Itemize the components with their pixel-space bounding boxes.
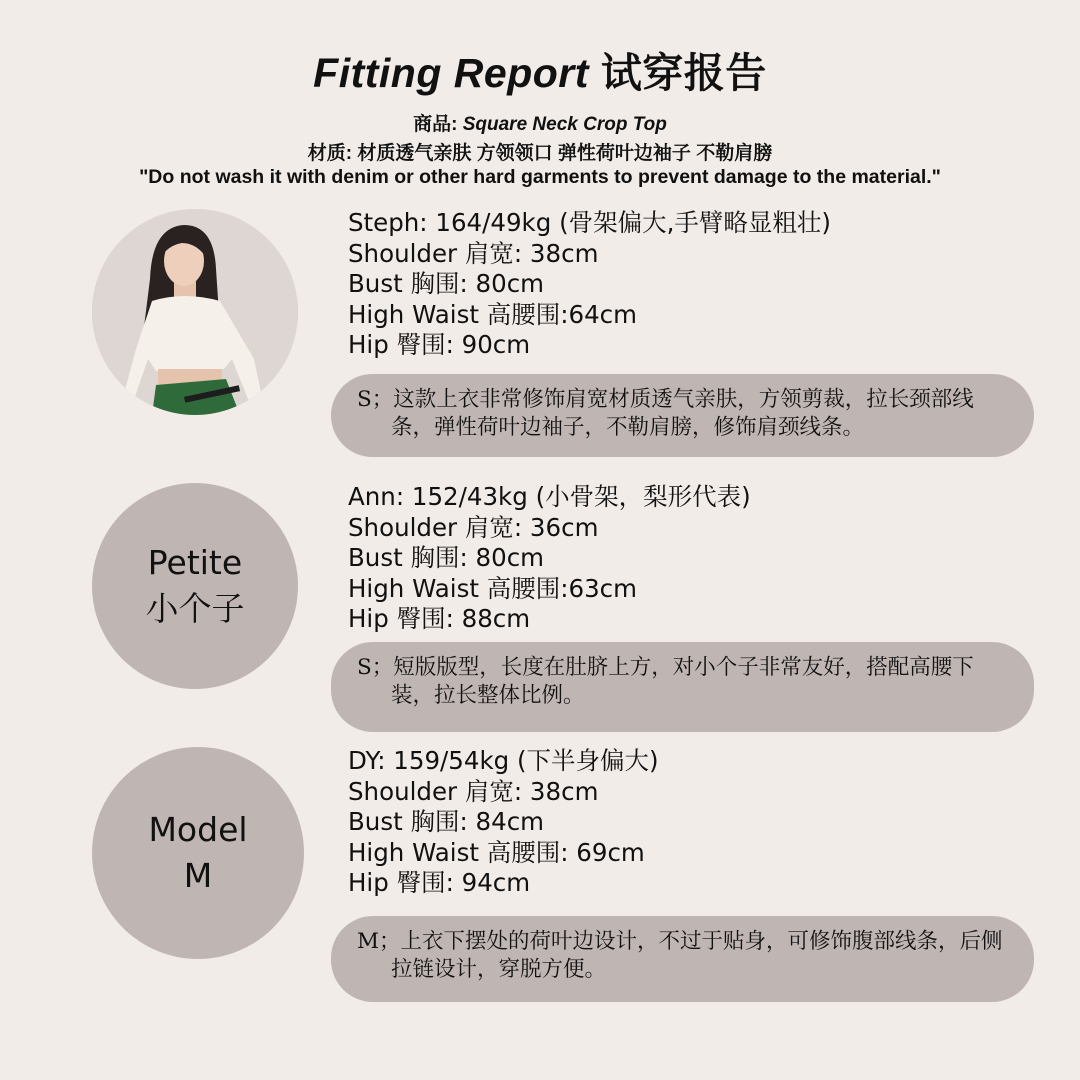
material-value: 材质透气亲肤 方领领口 弹性荷叶边袖子 不勒肩膀 [357,143,773,164]
model-photo-steph [92,209,298,415]
fit-note-dy [331,916,1034,1002]
stat-high-waist: High Waist 高腰围:64cm [348,299,637,329]
product-line [0,109,1080,136]
product-label: 商品: [413,114,463,135]
badge-petite [92,483,298,689]
fit-note-ann [331,642,1034,732]
model-stats-dy [348,746,659,899]
model-stats-ann [348,482,751,635]
model-stats-steph [348,208,831,361]
stat-bust: Bust 胸围: 84cm [348,807,545,836]
stat-hip: Hip 臀围: 94cm [348,868,531,897]
page-title [0,40,1080,99]
stat-hip: Hip 臀围: 90cm [348,330,531,359]
badge-line-2: M [183,856,213,895]
fit-note-text: M；上衣下摆处的荷叶边设计，不过于贴身，可修饰腹部线条，后侧拉链设计，穿脱方便。 [357,929,1003,982]
stat-name: DY: 159/54kg (下半身偏大) [348,746,659,775]
material-label: 材质: [307,143,358,164]
title-en: Fitting Report [313,50,589,96]
badge-line-2: 小个子 [145,589,245,628]
care-note: "Do not wash it with denim or other hard garments to prevent damage to the material." [139,166,941,188]
stat-shoulder: Shoulder 肩宽: 38cm [348,238,599,268]
stat-bust: Bust 胸围: 80cm [348,543,545,572]
stat-shoulder: Shoulder 肩宽: 36cm [348,512,599,542]
model-photo-illustration [92,209,298,415]
fit-note-text: S；短版版型，长度在肚脐上方，对小个子非常友好，搭配高腰下装，拉长整体比例。 [357,655,974,708]
stat-high-waist: High Waist 高腰围: 69cm [348,837,645,867]
stat-name: Ann: 152/43kg (小骨架，梨形代表) [348,482,751,511]
stat-bust: Bust 胸围: 80cm [348,269,545,298]
product-value: Square Neck Crop Top [462,114,667,135]
fit-note-text: S；这款上衣非常修饰肩宽材质透气亲肤，方领剪裁，拉长颈部线条，弹性荷叶边袖子，不勒肩膀，修饰肩颈线条。 [357,387,974,440]
badge-line-1: Petite [147,543,243,582]
title-zh: 试穿报告 [600,50,767,96]
material-line [0,138,1080,165]
stat-shoulder: Shoulder 肩宽: 38cm [348,776,599,806]
badge-line-1: Model [148,810,248,849]
stat-hip: Hip 臀围: 88cm [348,604,531,633]
stat-high-waist: High Waist 高腰围:63cm [348,573,637,603]
badge-model-m [92,747,304,959]
stat-name: Steph: 164/49kg (骨架偏大,手臂略显粗壮) [348,208,831,237]
fit-note-steph [331,374,1034,457]
